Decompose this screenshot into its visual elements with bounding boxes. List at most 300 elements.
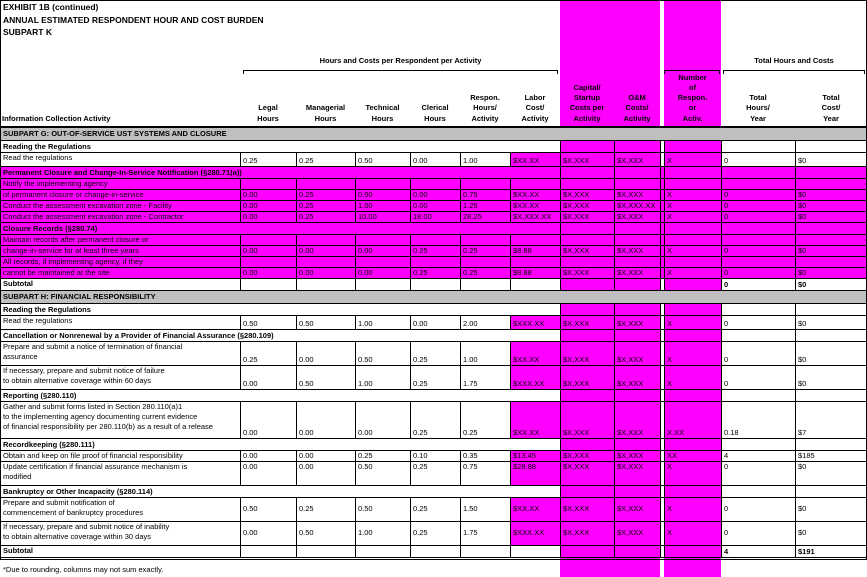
cell-clerical-hours: 0.00 [411,189,461,200]
cell-managerial-hours [297,178,356,189]
cell-clerical-hours: 0.25 [411,497,461,521]
cell-technical-hours [356,278,411,290]
column-header-line: Activity [573,113,601,123]
cell-number: X [665,365,722,389]
column-header-line: Costs per [569,103,605,113]
cell-om-costs [615,278,661,290]
row-subhead [1,140,867,152]
column-header-line: Hours/ [746,103,770,113]
cell-legal-hours: 0.00 [241,450,297,461]
cell-total-cost: $0 [796,341,867,365]
cell-clerical-hours: 18.00 [411,211,461,222]
subhead-label: Reporting (§280.110) [1,389,561,401]
cell-number [665,140,722,152]
title-line-subtitle: ANNUAL ESTIMATED RESPONDENT HOUR AND COST BURDEN [3,14,264,25]
cell-legal-hours: 0.50 [241,497,297,521]
column-header-number-respondents [664,72,721,126]
cell-technical-hours: 0.50 [356,461,411,485]
cell-total-hours [722,222,796,234]
cell-managerial-hours: 0.00 [297,245,356,256]
cell-total-hours: 0 [722,365,796,389]
column-header-line: Managerial [305,103,346,113]
cell-technical-hours: 0.00 [356,267,411,278]
cell-managerial-hours: 0.00 [297,461,356,485]
cell-total-cost: $0 [796,497,867,521]
cell-number [665,485,722,497]
cell-total-cost: $0 [796,461,867,485]
cell-legal-hours: 0.00 [241,245,297,256]
cell-respondent-hours [461,234,511,245]
cell-labor-cost: $8.88 [511,245,561,256]
row-subhead [1,438,867,450]
cell-technical-hours: 0.50 [356,152,411,166]
cell-managerial-hours: 0.50 [297,315,356,329]
cell-total-cost: $0 [796,200,867,211]
cell-respondent-hours: 0.25 [461,401,511,438]
cell-capital-costs [561,278,615,290]
row-subhead [1,329,867,341]
cell-labor-cost [511,278,561,290]
cell-managerial-hours: 0.25 [297,497,356,521]
row-section [1,290,867,303]
column-header-line: of [688,82,697,92]
cell-labor-cost: $XXX.XX [511,521,561,545]
cell-technical-hours: 0.00 [356,401,411,438]
cell-activity: Update certification if financial assurance mechanism is modified [1,461,241,485]
cell-total-cost [796,166,867,178]
cell-om-costs: $X,XXX [615,461,661,485]
cell-clerical-hours: 0.00 [411,200,461,211]
cell-number: X [665,189,722,200]
cell-labor-cost [511,256,561,267]
cell-total-hours: 0 [722,278,796,290]
cell-total-hours [722,166,796,178]
cell-clerical-hours: 0.25 [411,245,461,256]
cell-om-costs: $X,XXX [615,189,661,200]
cell-total-cost [796,234,867,245]
row-subhead [1,222,867,234]
cell-technical-hours: 0.50 [356,341,411,365]
cell-number [665,178,722,189]
cell-om-costs: $X,XXX [615,450,661,461]
cell-om-costs [615,485,661,497]
cell-legal-hours: 0.25 [241,152,297,166]
row-subhead [1,389,867,401]
column-header-line: Activity [471,113,499,123]
cell-labor-cost: $XXX.XX [511,365,561,389]
column-header-clerical-hours [410,72,460,126]
column-header-capital-startup-costs [560,72,614,126]
cell-total-hours: 0 [722,497,796,521]
cell-technical-hours [356,256,411,267]
cell-total-hours [722,140,796,152]
cell-capital-costs: $X,XXX [561,245,615,256]
cell-om-costs: $X,XXX [615,341,661,365]
cell-capital-costs [561,329,615,341]
cell-clerical-hours: 0.10 [411,450,461,461]
cell-labor-cost: $XX.XX [511,341,561,365]
row-data [1,189,867,200]
column-header-legal-hours [240,72,296,126]
cell-technical-hours: 10.00 [356,211,411,222]
cell-labor-cost: $XX.XX [511,189,561,200]
cell-activity: Conduct the assessment excavation zone - Facility [1,200,241,211]
column-header-line: Clerical [421,103,449,113]
cell-managerial-hours [297,256,356,267]
column-header-technical-hours [355,72,410,126]
cell-technical-hours: 0.25 [356,450,411,461]
column-headers [0,72,867,126]
row-data [1,256,867,267]
cell-number [665,303,722,315]
cell-number: X [665,341,722,365]
column-header-line: Respon. [677,93,708,103]
cell-managerial-hours [297,278,356,290]
column-header-line: or [688,103,697,113]
cell-legal-hours: 0.00 [241,189,297,200]
cell-total-hours [722,234,796,245]
cell-total-hours [722,178,796,189]
cell-legal-hours [241,178,297,189]
cell-number: X [665,315,722,329]
cell-managerial-hours: 0.25 [297,152,356,166]
cell-number [665,389,722,401]
column-header-om-costs [614,72,660,126]
subhead-label: Recordkeeping (§280.111) [1,438,561,450]
title-block [3,1,264,39]
cell-clerical-hours [411,234,461,245]
cell-technical-hours: 1.00 [356,365,411,389]
cell-om-costs [615,166,661,178]
cell-number [665,234,722,245]
row-subhead [1,485,867,497]
cell-activity: Gather and submit forms listed in Section 280.110(a)1 to the implementing agency documenting current evidence of financial responsibility per 280.110(b) as a result of a release [1,401,241,438]
cell-om-costs [615,234,661,245]
cell-capital-costs [561,545,615,557]
row-subhead [1,166,867,178]
row-data [1,200,867,211]
cell-capital-costs: $X,XXX [561,450,615,461]
column-header-line: Hours [424,113,446,123]
column-header-line: O&M [628,93,646,103]
cell-om-costs [615,389,661,401]
column-header-line: Legal [258,103,278,113]
cell-technical-hours: 0.00 [356,245,411,256]
cell-respondent-hours: 0.75 [461,461,511,485]
cell-capital-costs [561,234,615,245]
column-header-line: Respon. [470,93,500,103]
cell-technical-hours: 0.50 [356,189,411,200]
cell-respondent-hours: 1.00 [461,152,511,166]
cell-om-costs: $X,XXX [615,267,661,278]
cell-respondent-hours: 1.75 [461,521,511,545]
title-line-exhibit: EXHIBIT 1B (continued) [3,2,99,12]
subhead-label: Bankruptcy or Other Incapacity (§280.114) [1,485,561,497]
cell-managerial-hours: 0.25 [297,200,356,211]
column-header-line: Information Collection Activity [2,113,111,123]
cell-capital-costs [561,256,615,267]
cell-labor-cost: $13.45 [511,450,561,461]
cell-total-cost: $0 [796,365,867,389]
cell-total-hours: 0 [722,245,796,256]
cell-total-hours: 0 [722,521,796,545]
cell-total-hours: 0 [722,152,796,166]
column-header-line: Technical [365,103,400,113]
row-data [1,497,867,521]
cell-activity: cannot be maintained at the site [1,267,241,278]
section-label: SUBPART H: FINANCIAL RESPONSIBILITY [1,290,867,303]
cell-om-costs: $X,XXX [615,401,661,438]
cell-total-cost [796,438,867,450]
cell-capital-costs [561,485,615,497]
row-data [1,315,867,329]
subhead-label: Permanent Closure and Change-In-Service Notification (§280.71(a)) [1,166,561,178]
cell-capital-costs: $X,XXX [561,521,615,545]
column-header-line: Year [823,113,839,123]
cell-legal-hours [241,256,297,267]
column-header-line: Labor [524,93,546,103]
cell-respondent-hours [461,178,511,189]
cell-labor-cost: $8.88 [511,267,561,278]
column-header-line: Total [822,93,840,103]
cell-labor-cost: $XX.XX [511,200,561,211]
cell-total-cost: $7 [796,401,867,438]
cell-capital-costs: $X,XXX [561,211,615,222]
cell-activity: If necessary, prepare and submit notice of inability to obtain alternative coverage within 30 days [1,521,241,545]
cell-total-hours: 0.18 [722,401,796,438]
cell-om-costs [615,222,661,234]
cell-number [665,438,722,450]
cell-om-costs: $X,XXX [615,365,661,389]
cell-om-costs [615,303,661,315]
cell-respondent-hours [461,545,511,557]
cell-number: X [665,211,722,222]
cell-total-hours: 4 [722,545,796,557]
cell-total-hours [722,389,796,401]
cell-respondent-hours: 2.00 [461,315,511,329]
footnote: *Due to rounding, columns may not sum exactly. [3,565,164,574]
row-data [1,341,867,365]
cell-labor-cost: $XXX.XX [511,315,561,329]
group-header-totals: Total Hours and Costs [754,56,834,65]
column-header-line: Startup [573,93,601,103]
cell-om-costs [615,329,661,341]
subhead-label: Reading the Regulations [1,140,561,152]
cell-om-costs [615,140,661,152]
cell-legal-hours: 0.00 [241,267,297,278]
subhead-label: Closure Records (§280.74) [1,222,561,234]
cell-legal-hours [241,545,297,557]
cell-capital-costs [561,178,615,189]
cell-respondent-hours [461,278,511,290]
cell-total-hours: 0 [722,315,796,329]
cell-respondent-hours: 0.35 [461,450,511,461]
cell-total-hours [722,329,796,341]
cell-capital-costs [561,140,615,152]
column-header-line: Hours/ [473,103,497,113]
cell-labor-cost [511,178,561,189]
row-section [1,127,867,140]
cell-total-hours [722,303,796,315]
cell-clerical-hours [411,278,461,290]
cell-number: X [665,152,722,166]
cell-respondent-hours [461,256,511,267]
row-data [1,267,867,278]
cell-respondent-hours: 1.75 [461,365,511,389]
column-header-managerial-hours [296,72,355,126]
cell-number [665,278,722,290]
cell-activity: Read the regulations [1,315,241,329]
subhead-label: Reading the Regulations [1,303,561,315]
column-header-line: Costs/ [625,103,649,113]
row-subtotal [1,278,867,290]
cell-clerical-hours: 0.25 [411,365,461,389]
cell-number [665,545,722,557]
cell-activity: Read the regulations [1,152,241,166]
cell-number: X [665,267,722,278]
cell-total-cost: $0 [796,245,867,256]
row-data [1,401,867,438]
cell-total-cost [796,329,867,341]
cell-labor-cost: $XX.XX [511,401,561,438]
cell-total-cost [796,256,867,267]
cell-activity: of permanent closure or change-in-service [1,189,241,200]
cell-clerical-hours: 0.25 [411,341,461,365]
cell-legal-hours: 0.00 [241,211,297,222]
cell-om-costs: $X,XXX.XX [615,200,661,211]
cell-capital-costs: $X,XXX [561,152,615,166]
cell-total-cost: $0 [796,521,867,545]
cell-respondent-hours: 1.50 [461,497,511,521]
cell-activity: Notify the implementing agency [1,178,241,189]
cell-total-cost: $185 [796,450,867,461]
cell-labor-cost: $XX.XX [511,497,561,521]
row-subtotal [1,545,867,557]
row-data [1,521,867,545]
cell-labor-cost: $28.88 [511,461,561,485]
row-data [1,245,867,256]
cell-labor-cost: $X,XXX.XX [511,211,561,222]
cell-respondent-hours: 0.75 [461,189,511,200]
cell-om-costs: $X,XXX [615,497,661,521]
cell-activity: change-in-service for at least three years [1,245,241,256]
cell-clerical-hours [411,256,461,267]
column-header-line: Activ. [682,113,703,123]
cell-labor-cost [511,234,561,245]
cell-activity: All records, if implementing agency, if they [1,256,241,267]
cell-total-hours [722,485,796,497]
cell-legal-hours: 0.00 [241,461,297,485]
cell-capital-costs [561,303,615,315]
cell-capital-costs: $X,XXX [561,341,615,365]
cell-technical-hours [356,234,411,245]
cell-respondent-hours: 28.25 [461,211,511,222]
cell-capital-costs: $X,XXX [561,401,615,438]
cell-capital-costs [561,222,615,234]
cell-om-costs: $X,XXX [615,211,661,222]
column-header-respondent-hours [460,72,510,126]
cell-clerical-hours: 0.25 [411,401,461,438]
cell-legal-hours [241,278,297,290]
cell-legal-hours: 0.25 [241,341,297,365]
column-header-line: Total [749,93,767,103]
cell-capital-costs: $X,XXX [561,497,615,521]
cell-om-costs: $X,XXX [615,152,661,166]
cell-activity: Prepare and submit notification of commencement of bankruptcy procedures [1,497,241,521]
cell-number [665,166,722,178]
cell-clerical-hours: 0.25 [411,521,461,545]
row-subhead [1,303,867,315]
cell-managerial-hours: 0.00 [297,450,356,461]
title-line-subpart: SUBPART K [3,27,52,37]
cell-technical-hours [356,178,411,189]
row-data [1,211,867,222]
cell-number: X [665,497,722,521]
cell-managerial-hours: 0.25 [297,189,356,200]
cell-technical-hours: 0.50 [356,497,411,521]
cell-respondent-hours: 0.25 [461,267,511,278]
cell-capital-costs [561,389,615,401]
cell-managerial-hours [297,234,356,245]
cell-total-cost: $0 [796,152,867,166]
cell-activity: Maintain records after permanent closure or [1,234,241,245]
cell-total-cost [796,140,867,152]
cell-technical-hours: 1.00 [356,200,411,211]
cell-capital-costs: $X,XXX [561,365,615,389]
cell-total-hours: 0 [722,189,796,200]
cell-managerial-hours: 0.00 [297,341,356,365]
cell-total-hours: 0 [722,267,796,278]
column-header-line: Hours [371,113,394,123]
burden-table [0,126,867,558]
cell-labor-cost: $XX.XX [511,152,561,166]
group-header-per-activity: Hours and Costs per Respondent per Activity [319,56,482,65]
cell-number: X [665,200,722,211]
cell-total-cost: $0 [796,189,867,200]
column-header-line: Hours [257,113,279,123]
cell-total-cost: $0 [796,267,867,278]
cell-labor-cost [511,545,561,557]
cell-total-hours: 0 [722,200,796,211]
cell-capital-costs [561,438,615,450]
column-header-line: Cost/ [525,103,545,113]
cell-activity: Prepare and submit a notice of termination of financial assurance [1,341,241,365]
cell-number [665,329,722,341]
cell-technical-hours [356,545,411,557]
row-data [1,461,867,485]
cell-om-costs [615,178,661,189]
column-header-total-cost [795,72,867,126]
cell-total-hours: 0 [722,461,796,485]
cell-respondent-hours: 0.25 [461,245,511,256]
cell-activity: Subtotal [1,545,241,557]
row-data [1,178,867,189]
cell-total-hours: 4 [722,450,796,461]
column-header-line: Cost/ [821,103,841,113]
cell-number: X [665,461,722,485]
column-header-activity [0,72,240,126]
cell-legal-hours: 0.00 [241,401,297,438]
cell-clerical-hours: 0.25 [411,267,461,278]
cell-capital-costs: $X,XXX [561,315,615,329]
cell-respondent-hours: 1.00 [461,341,511,365]
column-header-line: Number [678,72,707,82]
cell-activity: Subtotal [1,278,241,290]
cell-total-cost: $0 [796,211,867,222]
cell-total-cost: $0 [796,278,867,290]
cell-managerial-hours: 0.25 [297,211,356,222]
cell-number: X [665,521,722,545]
